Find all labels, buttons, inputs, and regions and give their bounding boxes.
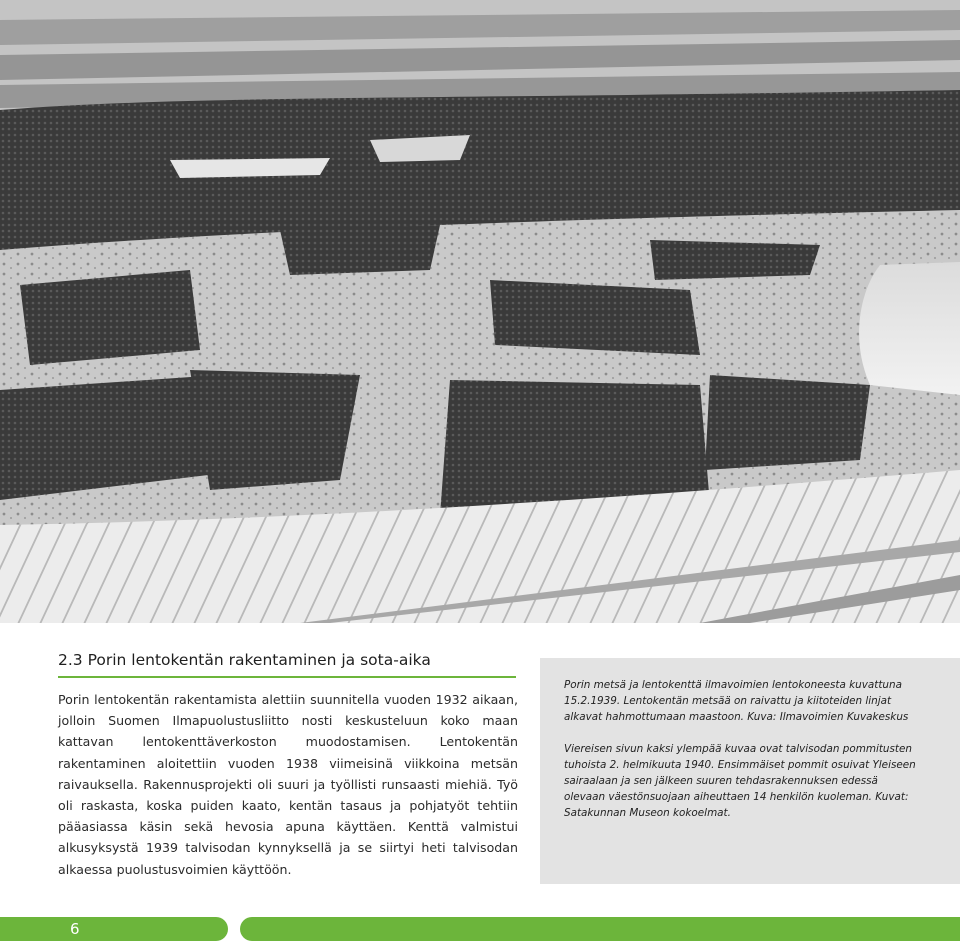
body-paragraph: Porin lentokentän rakentamista alettiin suunnitella vuoden 1932 aikaan, jolloin Suomen Ilmapuolustusliitto nosti keskusteluun koko maan kattavan lentokenttäverkoston muodostamisen. Lentokentän rakentaminen aloitettiin vuoden 1938 viimeisinä viikkoina metsän raivauksella. Rakennusprojekti oli suuri ja työllisti runsaasti miehiä. Työ oli raskasta, koska puiden kaato, kentän tasaus ja pohjatyöt tehtiin pääasiassa käsin sekä hevosia apuna käyttäen. Kenttä valmistui alkusyksystä 1939 talvisodan kynnyksellä ja se siirtyi heti talvisodan alkaessa puolustusvoimien käyttöön.	[58, 692, 518, 877]
caption-photo: Porin metsä ja lentokenttä ilmavoimien lentokoneesta kuvattuna 15.2.1939. Lentokentän metsää on raivattu ja kiitoteiden linjat alkavat hahmottumaan maastoon. Kuva: Ilmavoimien Kuvakeskus	[564, 679, 909, 723]
footer-bar-right	[240, 917, 960, 941]
page-number: 6	[70, 920, 80, 938]
title-underline	[58, 676, 516, 678]
footer-bar-left	[0, 917, 228, 941]
section-title: 2.3 Porin lentokentän rakentaminen ja sota-aika	[58, 651, 431, 669]
caption-box	[540, 658, 960, 884]
caption-adjacent-page: Viereisen sivun kaksi ylempää kuvaa ovat talvisodan pommitusten tuhoista 2. helmikuuta 1940. Ensimmäiset pommit osuivat Yleiseen sairaalaan ja sen jälkeen suuren tehdasrakennuksen edessä olevaan väestönsuojaan aiheuttaen 14 henkilön kuoleman. Kuvat: Satakunnan Museon kokoelmat.	[564, 743, 916, 819]
